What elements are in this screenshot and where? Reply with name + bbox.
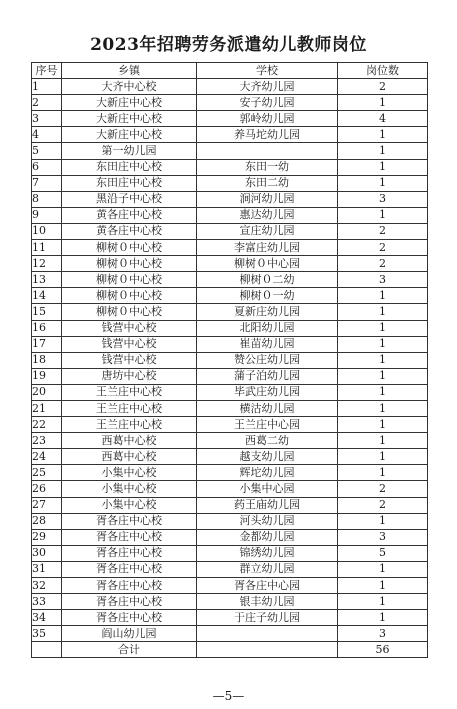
count-cell: 1: [338, 127, 428, 143]
table-row: [32, 433, 428, 449]
town-cell: 黄各庄中心校: [62, 207, 197, 223]
table-row: [32, 127, 428, 143]
total-label: 合计: [62, 642, 197, 658]
town-cell: 胥各庄中心校: [62, 594, 197, 610]
total-school-cell: [197, 642, 338, 658]
table-row: [32, 159, 428, 175]
table-row: [32, 417, 428, 433]
table-row: [32, 626, 428, 642]
school-cell: 郭岭幼儿园: [197, 111, 338, 127]
school-cell: 惠达幼儿园: [197, 207, 338, 223]
count-cell: 1: [338, 433, 428, 449]
town-cell: 大新庄中心校: [62, 127, 197, 143]
town-cell: 西葛中心校: [62, 449, 197, 465]
town-cell: 西葛中心校: [62, 433, 197, 449]
table-row: [32, 545, 428, 561]
school-cell: 银丰幼儿园: [197, 594, 338, 610]
town-cell: 胥各庄中心校: [62, 561, 197, 577]
town-cell: 柳树０中心校: [62, 272, 197, 288]
count-cell: 3: [338, 272, 428, 288]
table-body: [32, 79, 428, 642]
no-cell: 6: [32, 159, 62, 175]
no-cell: 4: [32, 127, 62, 143]
school-cell: 柳树０一幼: [197, 288, 338, 304]
total-count: 56: [338, 642, 428, 658]
table-row: [32, 95, 428, 111]
town-cell: 柳树０中心校: [62, 240, 197, 256]
count-cell: 1: [338, 513, 428, 529]
table-row: [32, 256, 428, 272]
no-cell: 1: [32, 79, 62, 95]
no-cell: 33: [32, 594, 62, 610]
header-town: 乡镇: [62, 63, 197, 79]
count-cell: 1: [338, 288, 428, 304]
count-cell: 1: [338, 465, 428, 481]
town-cell: 王兰庄中心校: [62, 417, 197, 433]
table-row: [32, 465, 428, 481]
count-cell: 3: [338, 191, 428, 207]
no-cell: 22: [32, 417, 62, 433]
town-cell: 钱营中心校: [62, 352, 197, 368]
count-cell: 1: [338, 320, 428, 336]
count-cell: 1: [338, 610, 428, 626]
table-row: [32, 320, 428, 336]
school-cell: 横沽幼儿园: [197, 400, 338, 416]
table-header-row: [32, 63, 428, 79]
count-cell: 2: [338, 481, 428, 497]
table-row: [32, 240, 428, 256]
count-cell: 5: [338, 545, 428, 561]
count-cell: 1: [338, 159, 428, 175]
count-cell: 2: [338, 256, 428, 272]
school-cell: 夏新庄幼儿园: [197, 304, 338, 320]
town-cell: 大新庄中心校: [62, 111, 197, 127]
school-cell: 河头幼儿园: [197, 513, 338, 529]
no-cell: 17: [32, 336, 62, 352]
school-cell: 赞公庄幼儿园: [197, 352, 338, 368]
town-cell: 柳树０中心校: [62, 256, 197, 272]
town-cell: 柳树０中心校: [62, 288, 197, 304]
table-row: [32, 578, 428, 594]
positions-table: [31, 62, 428, 658]
header-school: 学校: [197, 63, 338, 79]
count-cell: 2: [338, 497, 428, 513]
no-cell: 19: [32, 368, 62, 384]
table-row: [32, 79, 428, 95]
school-cell: 越支幼儿园: [197, 449, 338, 465]
count-cell: 1: [338, 578, 428, 594]
page-number: —5—: [212, 689, 245, 703]
town-cell: 胥各庄中心校: [62, 545, 197, 561]
school-cell: 胥各庄中心园: [197, 578, 338, 594]
no-cell: 13: [32, 272, 62, 288]
no-cell: 32: [32, 578, 62, 594]
count-cell: 1: [338, 417, 428, 433]
town-cell: 大新庄中心校: [62, 95, 197, 111]
count-cell: 2: [338, 79, 428, 95]
town-cell: 钱营中心校: [62, 336, 197, 352]
count-cell: 3: [338, 626, 428, 642]
no-cell: 2: [32, 95, 62, 111]
no-cell: 8: [32, 191, 62, 207]
table-row: [32, 368, 428, 384]
school-cell: 金都幼儿园: [197, 529, 338, 545]
total-no-cell: [32, 642, 62, 658]
town-cell: 东田庄中心校: [62, 159, 197, 175]
count-cell: 4: [338, 111, 428, 127]
count-cell: 1: [338, 400, 428, 416]
no-cell: 29: [32, 529, 62, 545]
table-row: [32, 513, 428, 529]
table-row: [32, 207, 428, 223]
no-cell: 16: [32, 320, 62, 336]
school-cell: 小集中心园: [197, 481, 338, 497]
count-cell: 2: [338, 240, 428, 256]
town-cell: 小集中心校: [62, 481, 197, 497]
count-cell: 1: [338, 561, 428, 577]
table-row: [32, 191, 428, 207]
table-row: [32, 175, 428, 191]
school-cell: 群立幼儿园: [197, 561, 338, 577]
no-cell: 23: [32, 433, 62, 449]
table-row: [32, 272, 428, 288]
table-row: [32, 594, 428, 610]
town-cell: 阎山幼儿园: [62, 626, 197, 642]
table-row: [32, 223, 428, 239]
no-cell: 7: [32, 175, 62, 191]
table-row: [32, 561, 428, 577]
no-cell: 26: [32, 481, 62, 497]
no-cell: 34: [32, 610, 62, 626]
header-no: 序号: [32, 63, 62, 79]
school-cell: 锦绣幼儿园: [197, 545, 338, 561]
no-cell: 12: [32, 256, 62, 272]
count-cell: 1: [338, 594, 428, 610]
town-cell: 王兰庄中心校: [62, 384, 197, 400]
page-title: 2023年招聘劳务派遣幼儿教师岗位: [90, 35, 367, 55]
table-row: [32, 143, 428, 159]
school-cell: 于庄子幼儿园: [197, 610, 338, 626]
count-cell: 2: [338, 223, 428, 239]
town-cell: 钱营中心校: [62, 320, 197, 336]
count-cell: 1: [338, 143, 428, 159]
school-cell: 柳树０二幼: [197, 272, 338, 288]
school-cell: 西葛二幼: [197, 433, 338, 449]
town-cell: 胥各庄中心校: [62, 578, 197, 594]
town-cell: 唐坊中心校: [62, 368, 197, 384]
table-row: [32, 449, 428, 465]
count-cell: 1: [338, 175, 428, 191]
count-cell: 1: [338, 304, 428, 320]
table-row: [32, 610, 428, 626]
no-cell: 10: [32, 223, 62, 239]
town-cell: 胥各庄中心校: [62, 610, 197, 626]
no-cell: 3: [32, 111, 62, 127]
school-cell: 北阳幼儿园: [197, 320, 338, 336]
school-cell: [197, 143, 338, 159]
school-cell: 大齐幼儿园: [197, 79, 338, 95]
count-cell: 1: [338, 95, 428, 111]
table-row: [32, 497, 428, 513]
count-cell: 1: [338, 449, 428, 465]
school-cell: 李富庄幼儿园: [197, 240, 338, 256]
school-cell: 涧河幼儿园: [197, 191, 338, 207]
no-cell: 11: [32, 240, 62, 256]
town-cell: 胥各庄中心校: [62, 529, 197, 545]
count-cell: 3: [338, 529, 428, 545]
town-cell: 黄各庄中心校: [62, 223, 197, 239]
table-row: [32, 288, 428, 304]
school-cell: 药王庙幼儿园: [197, 497, 338, 513]
school-cell: 蒲子泊幼儿园: [197, 368, 338, 384]
no-cell: 18: [32, 352, 62, 368]
table-row: [32, 352, 428, 368]
no-cell: 5: [32, 143, 62, 159]
table-row: [32, 111, 428, 127]
no-cell: 25: [32, 465, 62, 481]
town-cell: 小集中心校: [62, 465, 197, 481]
school-cell: 柳树０中心园: [197, 256, 338, 272]
no-cell: 15: [32, 304, 62, 320]
school-cell: 东田一幼: [197, 159, 338, 175]
no-cell: 31: [32, 561, 62, 577]
no-cell: 35: [32, 626, 62, 642]
table-row: [32, 384, 428, 400]
school-cell: 辉坨幼儿园: [197, 465, 338, 481]
town-cell: 小集中心校: [62, 497, 197, 513]
town-cell: 东田庄中心校: [62, 175, 197, 191]
no-cell: 24: [32, 449, 62, 465]
town-cell: 黑沿子中心校: [62, 191, 197, 207]
no-cell: 21: [32, 400, 62, 416]
school-cell: 养马坨幼儿园: [197, 127, 338, 143]
count-cell: 1: [338, 336, 428, 352]
school-cell: 东田二幼: [197, 175, 338, 191]
town-cell: 王兰庄中心校: [62, 400, 197, 416]
school-cell: 安子幼儿园: [197, 95, 338, 111]
no-cell: 14: [32, 288, 62, 304]
no-cell: 9: [32, 207, 62, 223]
no-cell: 27: [32, 497, 62, 513]
no-cell: 20: [32, 384, 62, 400]
total-row: [32, 642, 428, 658]
school-cell: 宣庄幼儿园: [197, 223, 338, 239]
town-cell: 第一幼儿园: [62, 143, 197, 159]
table-row: [32, 529, 428, 545]
count-cell: 1: [338, 368, 428, 384]
count-cell: 1: [338, 384, 428, 400]
school-cell: 毕武庄幼儿园: [197, 384, 338, 400]
table-row: [32, 336, 428, 352]
table-row: [32, 400, 428, 416]
header-count: 岗位数: [338, 63, 428, 79]
school-cell: 崔苗幼儿园: [197, 336, 338, 352]
town-cell: 大齐中心校: [62, 79, 197, 95]
count-cell: 1: [338, 207, 428, 223]
school-cell: [197, 626, 338, 642]
table-row: [32, 481, 428, 497]
table-row: [32, 304, 428, 320]
no-cell: 30: [32, 545, 62, 561]
town-cell: 柳树０中心校: [62, 304, 197, 320]
school-cell: 王兰庄中心园: [197, 417, 338, 433]
count-cell: 1: [338, 352, 428, 368]
no-cell: 28: [32, 513, 62, 529]
town-cell: 胥各庄中心校: [62, 513, 197, 529]
